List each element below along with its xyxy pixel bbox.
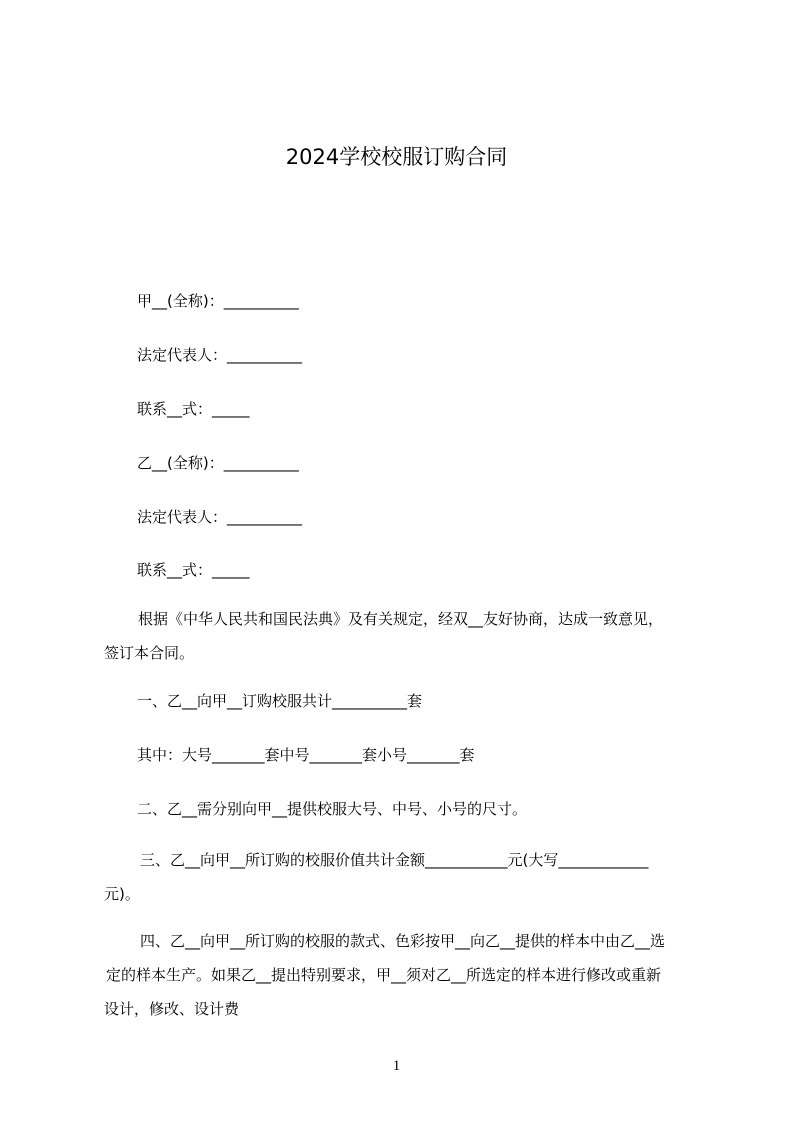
party-b-contact-line: 联系__式：_____ [137, 561, 250, 579]
clause-3-paragraph [104, 843, 648, 911]
clause-2: 二、乙__需分别向甲__提供校服大号、中号、小号的尺寸。 [137, 800, 528, 818]
intro-line-1: 根据《中华人民共和国民法典》及有关规定，经双__友好协商，达成一致意见， [138, 610, 664, 628]
clause-4-paragraph [104, 924, 665, 1026]
clause-4-line-1: 四、乙__向甲__所订购的校服的款式、色彩按甲__向乙__提供的样本中由乙__选 [140, 932, 666, 950]
clause-1: 一、乙__向甲__订购校服共计__________套 [137, 692, 423, 710]
party-a-contact-line: 联系__式：_____ [137, 400, 250, 418]
party-b-representative-line: 法定代表人：__________ [137, 508, 303, 526]
party-a-representative-line: 法定代表人：__________ [137, 346, 303, 364]
page-number: 1 [392, 1058, 401, 1074]
document-title: 2024学校校服订购合同 [285, 145, 508, 169]
clause-4-line-2: 定的样本生产。如果乙__提出特别要求，甲__须对乙__所选定的样本进行修改或重新 [106, 966, 662, 984]
clause-4-line-3: 设计，修改、设计费 [104, 1000, 240, 1018]
clause-1-detail: 其中：大号_______套中号_______套小号_______套 [137, 746, 475, 764]
clause-3-line-1: 三、乙__向甲__所订购的校服价值共计金额___________元(大写____________ [140, 851, 649, 869]
intro-paragraph [104, 602, 663, 670]
party-b-name-line: 乙__(全称)：__________ [137, 454, 299, 472]
clause-3-line-2: 元)。 [104, 885, 140, 903]
intro-line-2: 签订本合同。 [104, 644, 195, 662]
party-a-name-line: 甲__(全称)：__________ [137, 292, 299, 310]
